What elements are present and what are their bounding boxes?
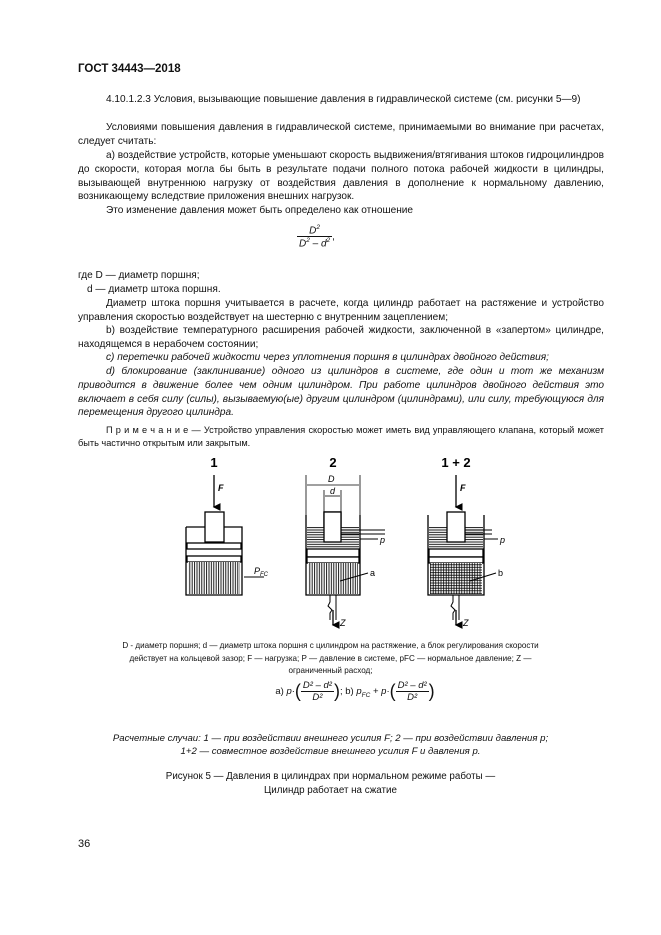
label-p-3: p bbox=[500, 535, 506, 545]
paragraph-item-b: b) воздействие температурного расширения рабочей жидкости, заключенной в «запертом» цилиндре, находящемся в нерабочем состоянии; bbox=[78, 325, 604, 350]
ratio-formula: $\frac{D^2}{D^2 - d^2}$ , bbox=[299, 224, 335, 250]
cylinder-1-2 bbox=[428, 475, 498, 625]
calculation-cases: Расчетные случаи: 1 — при воздействии внешнего усилия F; 2 — при воздействии давления p; 1+2 — совместное воздействие внешнего усилия F и давления p. bbox=[112, 733, 549, 757]
case-label-1: 1 bbox=[210, 455, 218, 470]
label-b: b bbox=[498, 568, 504, 578]
document-header: ГОСТ 34443—2018 bbox=[78, 63, 181, 75]
label-a: a bbox=[370, 568, 376, 578]
figure-legend: D - диаметр поршня; d — диаметр штока поршня с цилиндром на растяжение, а блок регулирования скорости действует на кольцевой зазор; F — нагрузка; P — давление в системе, pFC — нормальное давление; Z — ограниченный расход; bbox=[122, 641, 539, 675]
definition-D: где D — диаметр поршня; bbox=[78, 270, 200, 281]
paragraph-item-c: c) перетечки рабочей жидкости через уплотнения поршня в цилиндрах двойного действия; bbox=[106, 352, 549, 363]
cylinder-2 bbox=[306, 475, 385, 625]
figure-caption: Рисунок 5 — Давления в цилиндрах при нормальном режиме работы — Цилиндр работает на сжатие bbox=[165, 771, 496, 796]
label-pfc: $P_{FC}$ bbox=[254, 566, 269, 578]
paragraph-rod: Диаметр штока поршня учитывается в расчете, когда цилиндр работает на растяжение и устройство управления скоростью воздействует на шестерню с внутренним зацеплением; bbox=[78, 298, 604, 323]
note: П р и м е ч а н и е — Устройство управления скоростью может иметь вид управляющего клапана, который может быть частично открытым или закрытым. bbox=[78, 425, 604, 448]
paragraph-ratio: Это изменение давления может быть определено как отношение bbox=[106, 205, 414, 216]
case-label-2: 2 bbox=[329, 455, 337, 470]
label-d: d bbox=[330, 486, 336, 496]
paragraph-conditions: 4.10.1.2.3 Условия, вызывающие повышение давления в гидравлической системе (см. рисунки 5—9) bbox=[106, 94, 581, 105]
case-label-3: 1 + 2 bbox=[441, 455, 471, 470]
label-Z-2: Z bbox=[340, 618, 346, 628]
case-formulas: a) p·( $\frac{\text{D² – d²}}{\text{D²}}$ ); b) $p_{FC} + p\cdot$( $\frac{\text{D² – d²}}{\text{D²}}$ ) bbox=[275, 680, 435, 703]
label-F-1: F bbox=[218, 483, 224, 493]
paragraph-item-d: d) блокирование (заклинивание) одного из цилиндров в системе, где один и тот же механизм приводится в движение более чем одним цилиндром. При работе цилиндров двойного действия это включает в себя силу (силы), вызываемую(ые) другим цилиндром (цилиндрами), или силу, требующуюся для перемещения другого цилиндра. bbox=[78, 366, 604, 419]
definition-d: d — диаметр штока поршня. bbox=[87, 284, 221, 295]
label-p-2: p bbox=[380, 535, 386, 545]
paragraph-item-a: а) воздействие устройств, которые уменьшают скорость выдвижения/втягивания штоков гидроцилиндров до скорости, которая могла бы быть в результате подачи полного потока рабочей жидкости в цилиндры, вызывающей внутреннюю нагрузку от воздействия давления в дополнение к нормальному давлению, возникающему вследствие приложения внешних нагрузок. bbox=[78, 150, 604, 203]
page-number: 36 bbox=[78, 838, 91, 850]
label-Z-3: Z bbox=[463, 618, 469, 628]
cylinder-figure bbox=[170, 455, 510, 635]
paragraph-intro: Условиями повышения давления в гидравлической системе, принимаемыми во внимание при расчетах, следует считать: bbox=[78, 122, 604, 147]
label-D: D bbox=[328, 474, 335, 484]
cylinder-1 bbox=[186, 475, 264, 595]
label-F-3: F bbox=[460, 483, 466, 493]
